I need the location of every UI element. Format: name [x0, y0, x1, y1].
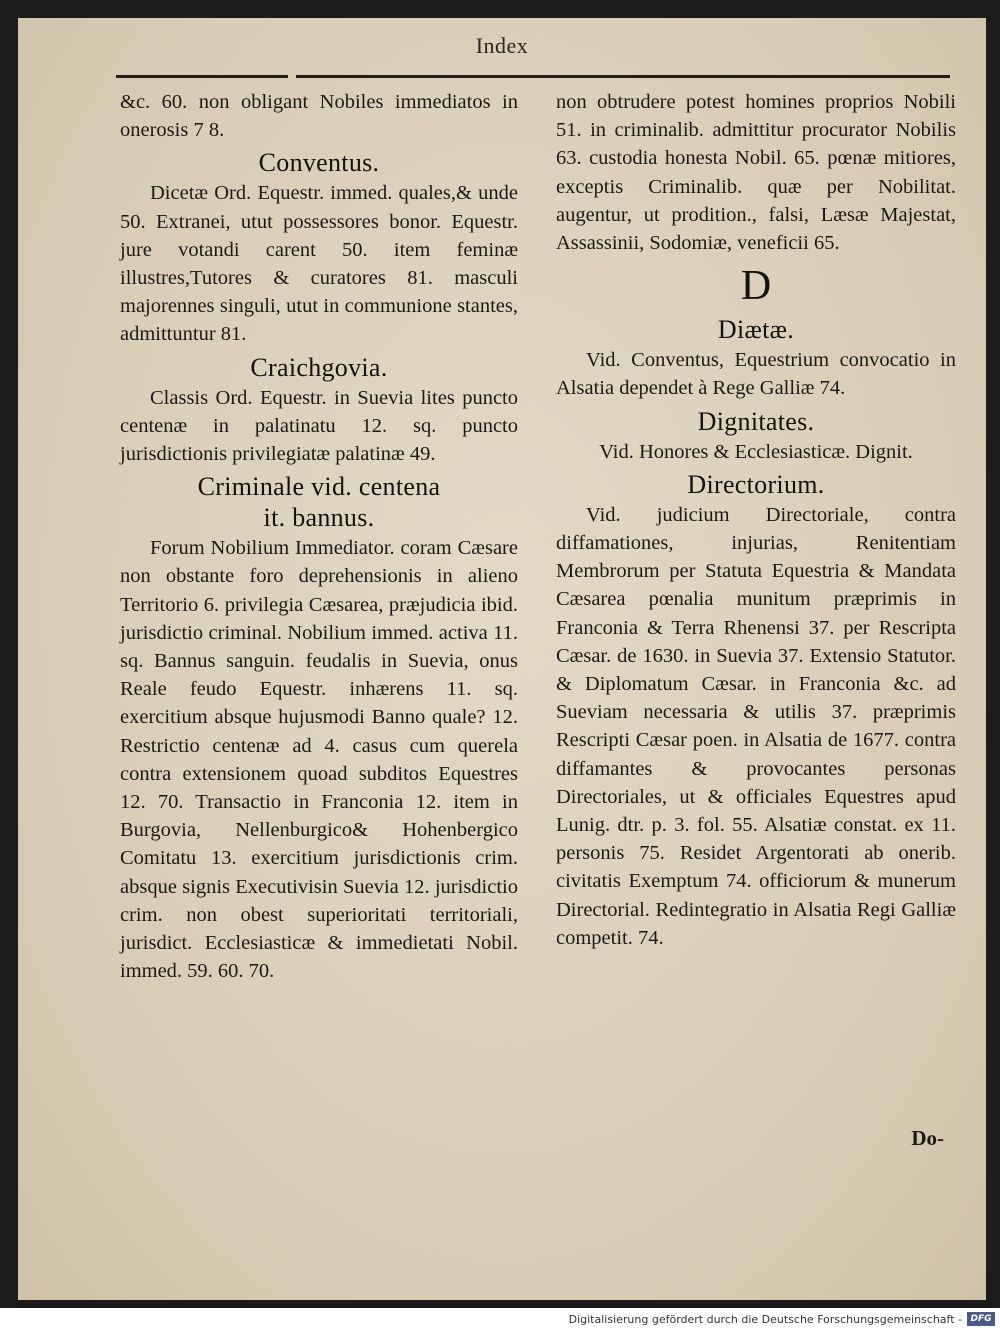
header-rule-left [116, 75, 288, 78]
section-letter: D [740, 263, 772, 310]
catchword: Do- [911, 1126, 944, 1150]
right-column [556, 88, 956, 952]
footer-credit: Digitalisierung gefördert durch die Deutsche Forschungsgemeinschaft - [568, 1313, 962, 1326]
entry-heading-criminale [120, 471, 518, 533]
entry-heading-craichgovia: Craichgovia. [250, 352, 388, 382]
dfg-logo-icon: DFG [967, 1312, 995, 1326]
entry-heading-criminale-line1: Criminale vid. centena [197, 472, 441, 502]
entry-heading-criminale-line2: it. bannus. [263, 503, 375, 533]
entry-heading-conventus: Conventus. [258, 148, 380, 178]
entry-text-criminale: Forum Nobilium Immediator. coram Cæsare non obstante foro deprehensionis in alieno Territorio 6. privilegia Cæsarea, præjudicia ibid. jurisdictio criminal. Nobilium immed. activa 11. sq. Bannus sanguin. feudalis in Suevia, onus Reale feudo Equestr. inhærens 11. sq. exercitium absque hujusmodi Banno quale? 12. Restrictio centenæ ad 4. casus cum querela contra extensionem quoad subditos Equestres 12. 70. Transactio in Franconia 12. item in Burgovia, Nellenburgico& Hohenbergico Comitatu 13. exercitium jurisdictionis crim. absque signis Executivisin Suevia 12. jurisdictio crim. non obest superioritati territoriali, jurisdict. Ecclesiasticæ & immedietati Nobil. immed. 59. 60. 70. [120, 537, 518, 983]
entry-heading-directorium: Directorium. [687, 469, 825, 499]
entry-text-directorium: Vid. judicium Directoriale, contra diffamationes, injurias, Renitentiam Membrorum per Statuta Equestria & Mandata Cæsarea pœnalia munitum præprimis in Franconia & Terra Rhenensi 37. per Rescripta Cæsar. de 1630. in Suevia 37. Extensio Statutor. & Diplomatum Cæsar. in Franconia &c. ad Sueviam necessaria & utilis 37. præprimis Rescripti Cæsar poen. in Alsatia de 1677. contra diffamantes & provocantes personas Directoriales, ut & officiales Equestres apud Lunig. dtr. p. 3. fol. 55. Alsatiæ constat. ex 11. personis 75. Residet Argentorati ab onerib. civitatis Exemptum 74. officiorum & munerum Directorial. Redintegratio in Alsatia Regi Galliæ competit. 74. [556, 503, 956, 949]
footer-bar [0, 1308, 1000, 1331]
entry-text-dignitates: Vid. Honores & Ecclesiasticæ. Dignit. [599, 440, 913, 463]
entry-text-continued: &c. 60. non obligant Nobiles immediatos in onerosis 7 8. [120, 91, 518, 142]
header-rule-right [296, 75, 950, 78]
entry-heading-dignitates: Dignitates. [697, 406, 815, 436]
entry-text-conventus: Dicetæ Ord. Equestr. immed. quales,& unde 50. Extranei, utut possessores bonor. Equestr. jure votandi carent 50. item feminæ illustres,Tutores & curatores 81. masculi majorennes singuli, utut in communione stantes, admittuntur 81. [120, 182, 518, 346]
left-column [120, 88, 518, 985]
book-page [18, 18, 986, 1300]
running-head: Index [475, 33, 529, 58]
entry-heading-diaetae: Diætæ. [717, 315, 795, 345]
entry-text-craichgovia: Classis Ord. Equestr. in Suevia lites puncto centenæ in palatinatu 12. sq. puncto jurisdictionis privilegiatæ palatinæ 49. [120, 386, 518, 466]
entry-text-continued-right: non obtrudere potest homines proprios Nobili 51. in criminalib. admittitur procurator Nobilis 63. custodia honesta Nobil. 65. pœnæ mitiores, exceptis Criminalib. quæ per Nobilitat. augentur, ut prodition., falsi, Læsæ Majestat, Assassinii, Sodomiæ, veneficii 65. [556, 91, 956, 255]
entry-text-diaetae: Vid. Conventus, Equestrium convocatio in Alsatia dependet à Rege Galliæ 74. [556, 349, 956, 400]
